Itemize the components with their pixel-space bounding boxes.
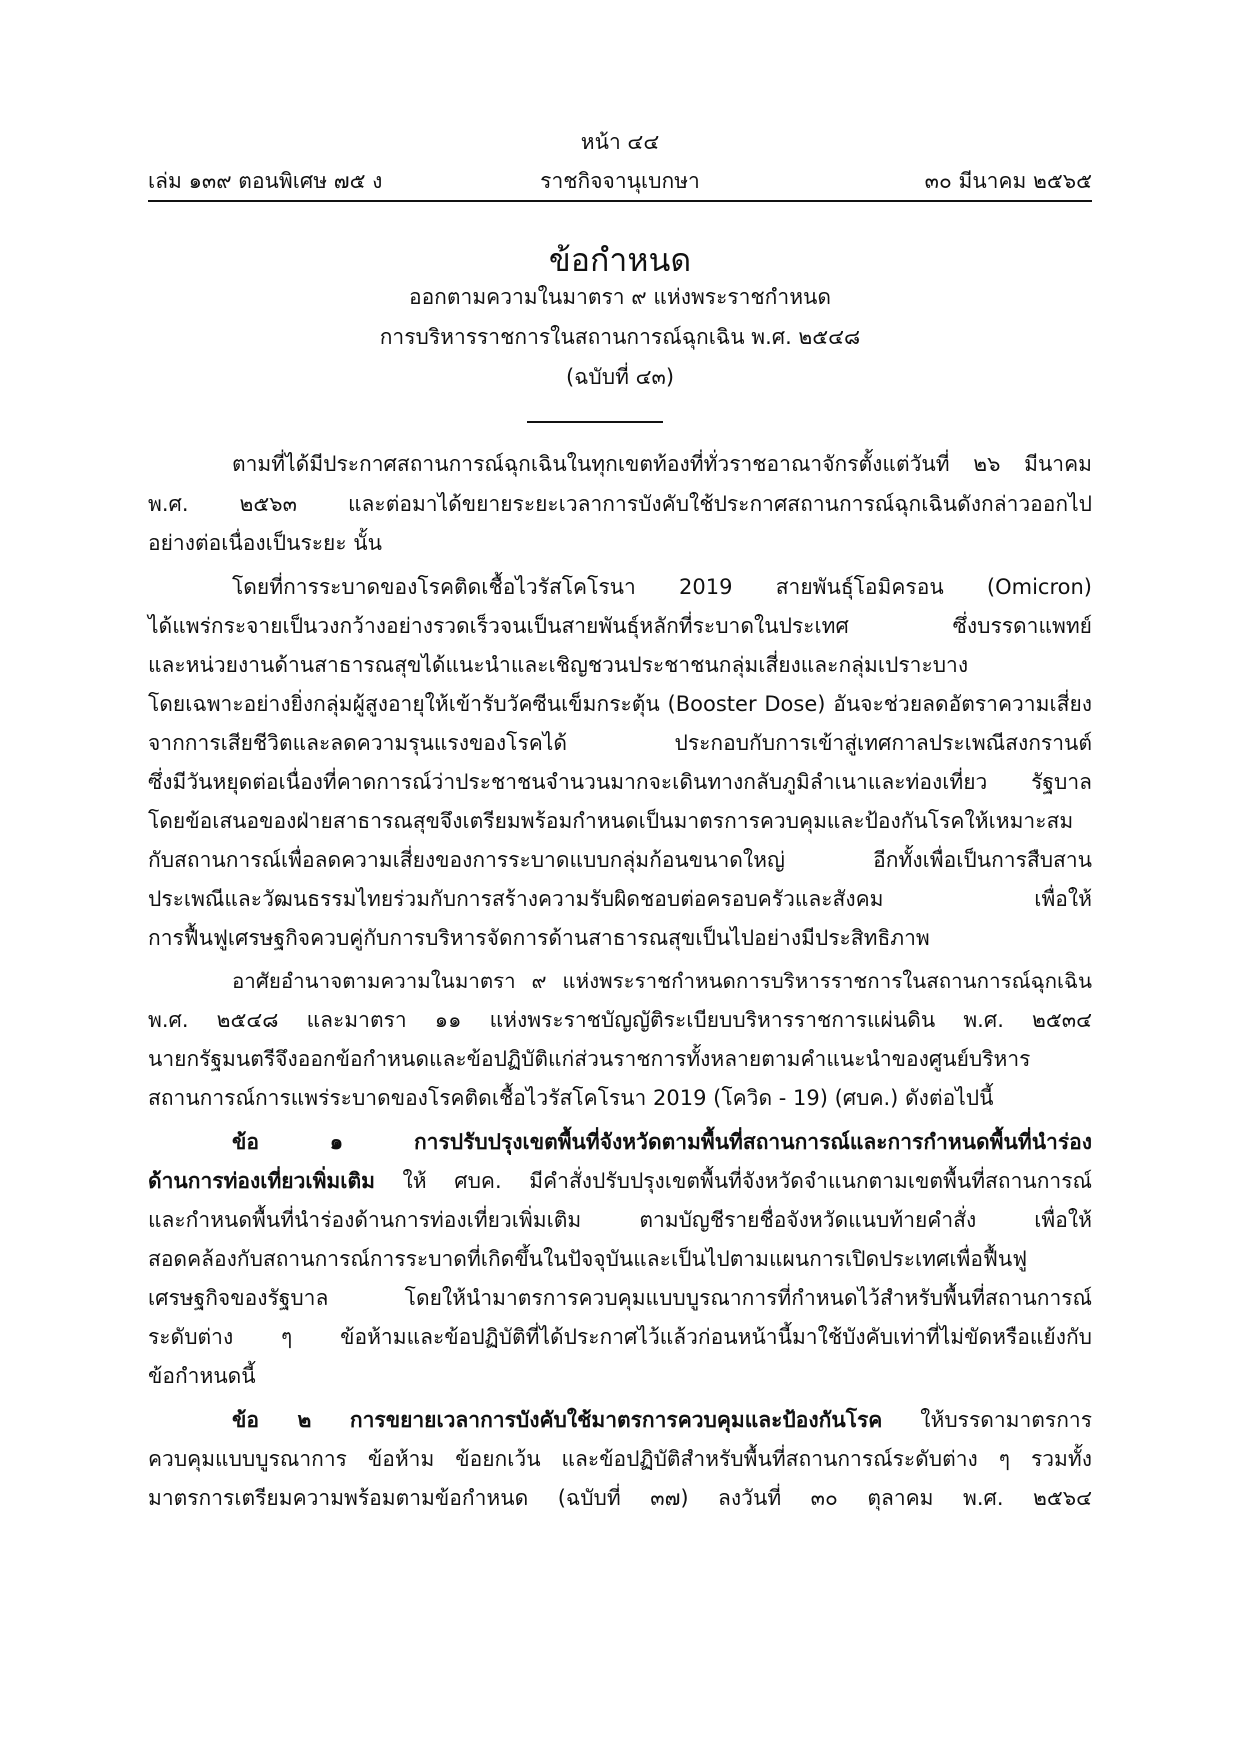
paragraph-2-line: ได้แพร่กระจายเป็นวงกว้างอย่างรวดเร็วจนเป็นสายพันธุ์หลักที่ระบาดในประเทศ ซึ่งบรรดาแพทย์: [148, 614, 1092, 638]
subtitle-line-3: (ฉบับที่ ๔๓): [565, 365, 675, 389]
paragraph-3-line: นายกรัฐมนตรีจึงออกข้อกำหนดและข้อปฏิบัติแก่ส่วนราชการทั้งหลายตามคำแนะนำของศูนย์บริหาร: [148, 1047, 1031, 1071]
volume-issue: เล่ม ๑๓๙ ตอนพิเศษ ๗๕ ง: [148, 169, 383, 193]
document-title: ข้อกำหนด: [548, 241, 692, 279]
paragraph-2-line: ซึ่งมีวันหยุดต่อเนื่องที่คาดการณ์ว่าประชาชนจำนวนมากจะเดินทางกลับภูมิลำเนาและท่องเที่ยว รัฐบาล: [148, 770, 1092, 794]
clause-2-text: ให้บรรดามาตรการ: [882, 1408, 1092, 1432]
subtitle-line-2: การบริหารราชการในสถานการณ์ฉุกเฉิน พ.ศ. ๒๕๔๘: [379, 325, 861, 349]
clause-2-line: ควบคุมแบบบูรณาการ ข้อห้าม ข้อยกเว้น และข้อปฏิบัติสำหรับพื้นที่สถานการณ์ระดับต่าง ๆ รวมทั้ง: [148, 1447, 1092, 1471]
paragraph-1-line: ตามที่ได้มีประกาศสถานการณ์ฉุกเฉินในทุกเขตท้องที่ทั่วราชอาณาจักรตั้งแต่วันที่ ๒๖ มีนาคม: [232, 452, 1092, 476]
header-divider: [148, 200, 1092, 202]
gazette-header: [148, 165, 1092, 197]
paragraph-3-line: พ.ศ. ๒๕๔๘ และมาตรา ๑๑ แห่งพระราชบัญญัติระเบียบบริหารราชการแผ่นดิน พ.ศ. ๒๕๓๔: [148, 1008, 1092, 1032]
clause-1-line: ข้อกำหนดนี้: [148, 1364, 256, 1388]
clause-2-heading: ข้อ ๒ การขยายเวลาการบังคับใช้มาตรการควบคุมและป้องกันโรค: [232, 1408, 883, 1432]
clause-1-heading: ข้อ ๑ การปรับปรุงเขตพื้นที่จังหวัดตามพื้นที่สถานการณ์และการกำหนดพื้นที่นำร่อง: [232, 1130, 1092, 1154]
clause-1-line: เศรษฐกิจของรัฐบาล โดยให้นำมาตรการควบคุมแบบบูรณาการที่กำหนดไว้สำหรับพื้นที่สถานการณ์: [148, 1286, 1092, 1310]
clause-1-text: ให้ ศบค. มีคำสั่งปรับปรุงเขตพื้นที่จังหวัดจำแนกตามเขตพื้นที่สถานการณ์: [374, 1169, 1092, 1193]
title-divider: [527, 421, 663, 423]
paragraph-2-line: โดยเฉพาะอย่างยิ่งกลุ่มผู้สูงอายุให้เข้ารับวัคซีนเข็มกระตุ้น (Booster Dose) อันจะช่วยลดอัตราความเสี่ยง: [148, 692, 1092, 716]
paragraph-2-line: ประเพณีและวัฒนธรรมไทยร่วมกับการสร้างความรับผิดชอบต่อครอบครัวและสังคม เพื่อให้: [148, 887, 1092, 911]
clause-1-line: [148, 1165, 1092, 1197]
paragraph-2-line: กับสถานการณ์เพื่อลดความเสี่ยงของการระบาดแบบกลุ่มก้อนขนาดใหญ่ อีกทั้งเพื่อเป็นการสืบสาน: [148, 848, 1092, 872]
paragraph-3-line: สถานการณ์การแพร่ระบาดของโรคติดเชื้อไวรัสโคโรนา 2019 (โควิด - 19) (ศบค.) ดังต่อไปนี้: [148, 1086, 994, 1110]
paragraph-2-line: โดยที่การระบาดของโรคติดเชื้อไวรัสโคโรนา 2019 สายพันธุ์โอมิครอน (Omicron): [232, 575, 1092, 599]
subtitle-line-1: ออกตามความในมาตรา ๙ แห่งพระราชกำหนด: [408, 285, 832, 309]
clause-1-line: และกำหนดพื้นที่นำร่องด้านการท่องเที่ยวเพิ่มเติม ตามบัญชีรายชื่อจังหวัดแนบท้ายคำสั่ง เพื่อให้: [148, 1208, 1092, 1232]
clause-2-line: [232, 1404, 1092, 1436]
paragraph-1-line: พ.ศ. ๒๕๖๓ และต่อมาได้ขยายระยะเวลาการบังคับใช้ประกาศสถานการณ์ฉุกเฉินดังกล่าวออกไป: [148, 492, 1092, 516]
clause-2-line: มาตรการเตรียมความพร้อมตามข้อกำหนด (ฉบับที่ ๓๗) ลงวันที่ ๓๐ ตุลาคม พ.ศ. ๒๕๖๔: [148, 1486, 1092, 1510]
paragraph-2-line: โดยข้อเสนอของฝ่ายสาธารณสุขจึงเตรียมพร้อมกำหนดเป็นมาตรการควบคุมและป้องกันโรคให้เหมาะสม: [148, 809, 1074, 833]
paragraph-3-line: อาศัยอำนาจตามความในมาตรา ๙ แห่งพระราชกำหนดการบริหารราชการในสถานการณ์ฉุกเฉิน: [232, 969, 1092, 993]
paragraph-2-line: การฟื้นฟูเศรษฐกิจควบคู่กับการบริหารจัดการด้านสาธารณสุขเป็นไปอย่างมีประสิทธิภาพ: [148, 926, 930, 950]
clause-1-line: สอดคล้องกับสถานการณ์การระบาดที่เกิดขึ้นในปัจจุบันและเป็นไปตามแผนการเปิดประเทศเพื่อฟื้นฟู: [148, 1247, 1028, 1271]
paragraph-1-line: อย่างต่อเนื่องเป็นระยะ นั้น: [148, 531, 383, 555]
publication-date: ๓๐ มีนาคม ๒๕๖๕: [924, 169, 1092, 193]
gazette-name: ราชกิจจานุเบกษา: [540, 169, 700, 193]
clause-1-line: ระดับต่าง ๆ ข้อห้ามและข้อปฏิบัติที่ได้ประกาศไว้แล้วก่อนหน้านี้มาใช้บังคับเท่าที่ไม่ขัดหรือแย้งกับ: [148, 1325, 1092, 1349]
page-number: หน้า ๔๔: [580, 130, 660, 154]
paragraph-2-line: จากการเสียชีวิตและลดความรุนแรงของโรคได้ ประกอบกับการเข้าสู่เทศกาลประเพณีสงกรานต์: [148, 731, 1092, 755]
paragraph-2-line: และหน่วยงานด้านสาธารณสุขได้แนะนำและเชิญชวนประชาชนกลุ่มเสี่ยงและกลุ่มเปราะบาง: [148, 653, 969, 677]
clause-1-heading-cont: ด้านการท่องเที่ยวเพิ่มเติม: [148, 1169, 375, 1193]
